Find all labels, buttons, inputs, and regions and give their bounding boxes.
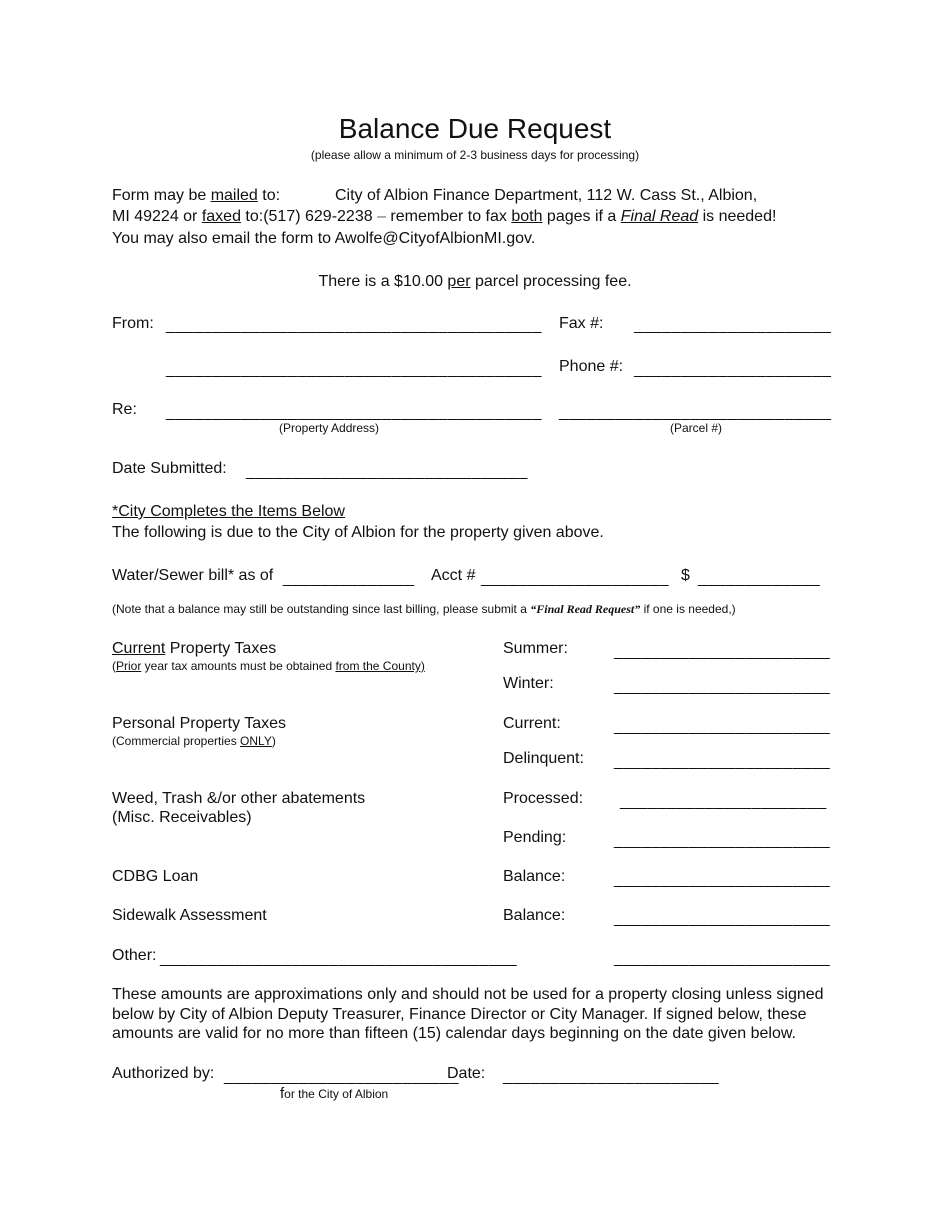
fax-field[interactable]: _____________________ [634,317,832,334]
acct-label: Acct # [431,567,476,584]
from-field-line-2[interactable]: ________________________________________ [166,361,542,378]
intro-line-1: Form may be mailed to: [112,187,281,204]
personal-current-amount-field[interactable]: _______________________ [614,718,831,735]
disclaimer-line-1: These amounts are approximations only and should not be used for a property closing unless signed [112,986,824,1003]
intro-line-2: MI 49224 or faxed to:(517) 629-2238 – remember to fax both pages if a Final Read is needed! [112,208,777,225]
phone-label: Phone #: [559,358,624,375]
other-label: Other: [112,947,157,964]
misc-receivables-label: (Misc. Receivables) [112,809,252,826]
re-label: Re: [112,401,137,418]
summer-label: Summer: [503,640,568,657]
intro-line-3: You may also email the form to Awolfe@CityofAlbionMI.gov. [112,230,536,247]
sidewalk-balance-field[interactable]: _______________________ [614,910,831,927]
date-submitted-label: Date Submitted: [112,460,227,477]
commercial-only-note: (Commercial properties ONLY) [112,734,276,748]
processed-label: Processed: [503,790,584,807]
cdbg-loan-label: CDBG Loan [112,868,199,885]
winter-amount-field[interactable]: _______________________ [614,678,831,695]
prior-year-note: (Prior year tax amounts must be obtained from the County) [112,659,425,673]
delinquent-label: Delinquent: [503,750,584,767]
property-address-caption: (Property Address) [279,421,380,435]
processed-amount-field[interactable]: ______________________ [620,793,827,810]
dollar-sign: $ [681,567,690,584]
phone-field[interactable]: _____________________ [634,361,832,378]
personal-property-taxes-label: Personal Property Taxes [112,715,287,732]
city-section-intro: The following is due to the City of Albion for the property given above. [112,524,604,541]
authorization-date-field[interactable]: _______________________ [503,1068,720,1085]
cdbg-balance-field[interactable]: _______________________ [614,871,831,888]
other-amount-field[interactable]: _______________________ [614,950,831,967]
from-field[interactable]: ________________________________________ [166,317,542,334]
sidewalk-assessment-label: Sidewalk Assessment [112,907,267,924]
city-section-heading: *City Completes the Items Below [112,503,345,520]
page-title: Balance Due Request [338,113,612,144]
authorized-by-field[interactable]: _________________________ [224,1068,459,1085]
parcel-caption: (Parcel #) [670,421,723,435]
water-sewer-amount-field[interactable]: _____________ [698,570,821,587]
cdbg-balance-label: Balance: [503,868,566,885]
other-description-field[interactable]: ______________________________________ [160,950,518,967]
personal-current-label: Current: [503,715,561,732]
winter-label: Winter: [503,675,554,692]
from-label: From: [112,315,154,332]
disclaimer-line-3: amounts are valid for no more than fifteen (15) calendar days beginning on the date given below. [112,1025,796,1042]
intro-address: City of Albion Finance Department, 112 W. Cass St., Albion, [335,187,758,204]
delinquent-amount-field[interactable]: _______________________ [614,753,831,770]
final-read-note: (Note that a balance may still be outstanding since last billing, please submit a “Final Read Request” if one is needed,) [112,602,736,616]
pending-label: Pending: [503,829,567,846]
date-submitted-field[interactable]: ______________________________ [246,463,528,480]
water-sewer-date-field[interactable]: ______________ [283,570,415,587]
pending-amount-field[interactable]: _______________________ [614,832,831,849]
abatements-label: Weed, Trash &/or other abatements [112,790,366,807]
authorized-by-label: Authorized by: [112,1065,215,1082]
property-address-field[interactable]: ________________________________________ [166,404,542,421]
authorization-date-label: Date: [447,1065,486,1082]
water-sewer-label: Water/Sewer bill* as of [112,567,274,584]
fax-label: Fax #: [559,315,604,332]
parcel-field[interactable]: _____________________________ [559,404,832,421]
page-subtitle: (please allow a minimum of 2-3 business days for processing) [310,148,640,162]
sidewalk-balance-label: Balance: [503,907,566,924]
disclaimer-line-2: below by City of Albion Deputy Treasurer, Finance Director or City Manager. If signed below, these [112,1006,807,1023]
fee-notice: There is a $10.00 per parcel processing fee. [318,273,632,290]
current-property-taxes-label: Current Property Taxes [112,640,277,657]
acct-field[interactable]: ____________________ [481,570,669,587]
for-city-caption: for the City of Albion [280,1085,389,1102]
summer-amount-field[interactable]: _______________________ [614,643,831,660]
